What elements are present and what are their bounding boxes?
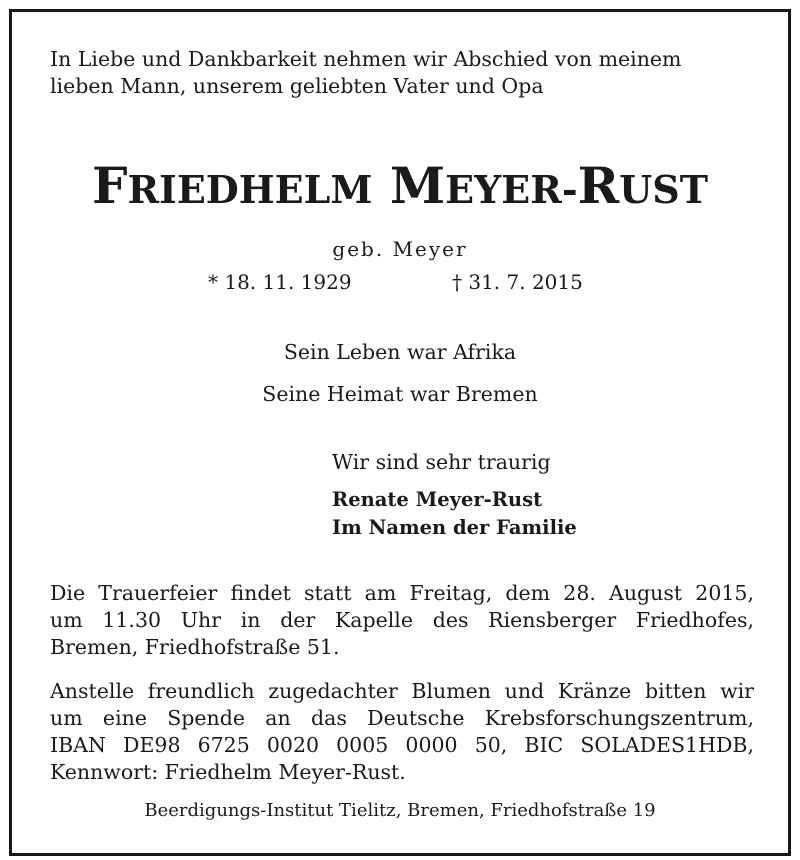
donation-line: um eine Spende an das Deutsche Krebsforschungszentrum,	[50, 706, 754, 730]
obituary-frame	[9, 9, 791, 856]
intro-text	[50, 46, 681, 100]
donation-notice	[50, 678, 754, 786]
donation-line: IBAN DE98 6725 0020 0005 0000 50, BIC SOLADES1HDB,	[50, 733, 754, 757]
quote-line: Sein Leben war Afrika	[283, 340, 517, 364]
name-smallcaps: UST	[619, 167, 709, 212]
intro-line: In Liebe und Dankbarkeit nehmen wir Abschied von meinem	[50, 47, 682, 71]
birth-date: * 18. 11. 1929	[208, 270, 352, 294]
funeral-line: Die Trauerfeier findet statt am Freitag, dem 28. August 2015,	[50, 581, 754, 605]
signature-name: Renate Meyer-Rust	[332, 488, 543, 511]
name-initial: R	[577, 156, 620, 215]
funeral-notice	[50, 580, 754, 661]
name-smallcaps: RIEDHELM	[127, 167, 373, 212]
funeral-home: Beerdigungs-Institut Tielitz, Bremen, Friedhofstraße 19	[144, 800, 656, 821]
donation-line: Anstelle freundlich zugedachter Blumen und Kränze bitten wir	[50, 679, 754, 703]
deceased-name: FRIEDHELM MEYER-RUST	[91, 156, 709, 215]
funeral-line: um 11.30 Uhr in der Kapelle des Riensberger Friedhofes,	[50, 608, 754, 632]
name-initial: F	[91, 156, 128, 215]
birth-name: geb. Meyer	[332, 237, 468, 261]
name-initial: M	[389, 156, 446, 215]
death-date: † 31. 7. 2015	[452, 270, 583, 294]
intro-line: lieben Mann, unserem geliebten Vater und Opa	[50, 74, 544, 98]
quote-line: Seine Heimat war Bremen	[262, 382, 538, 406]
mourning-statement: Wir sind sehr traurig	[332, 450, 551, 474]
name-smallcaps: EYER	[445, 167, 562, 212]
funeral-line: Bremen, Friedhofstraße 51.	[50, 635, 340, 659]
donation-line: Kennwort: Friedhelm Meyer-Rust.	[50, 760, 406, 784]
signature-family: Im Namen der Familie	[332, 516, 577, 539]
